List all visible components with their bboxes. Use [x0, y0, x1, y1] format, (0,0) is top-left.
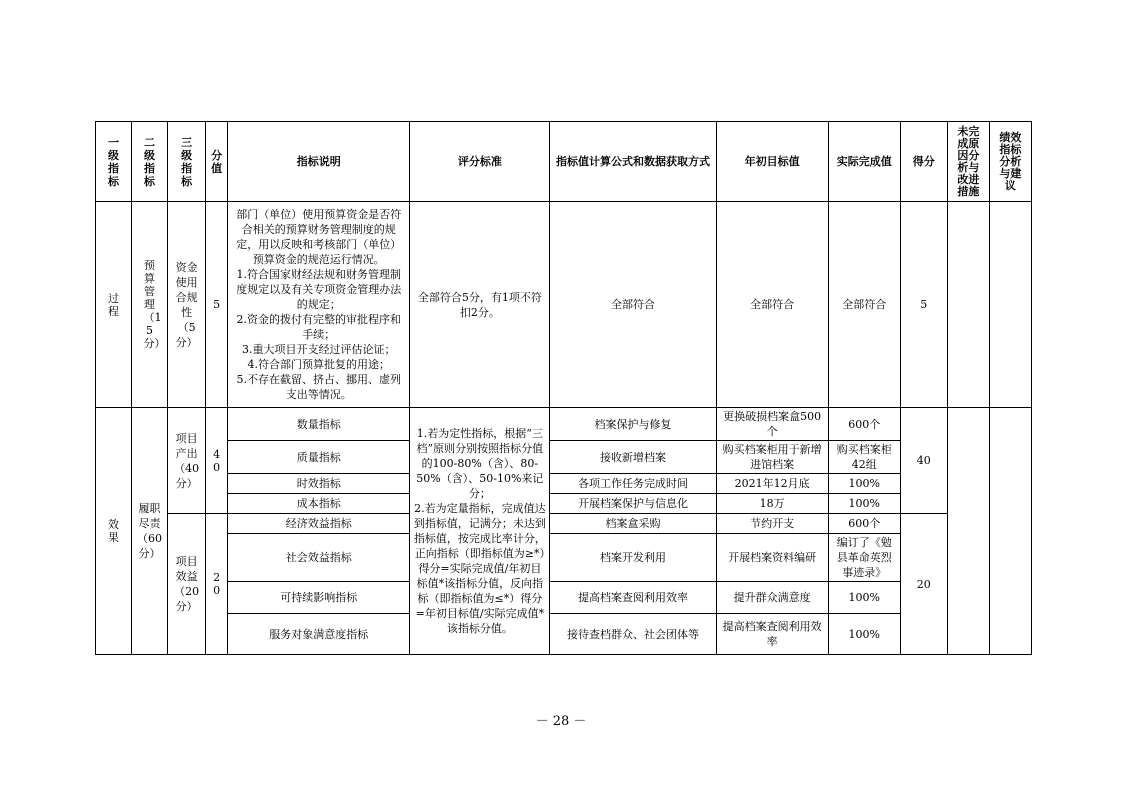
- process-level3: 资金使用合规性（5分）: [168, 202, 206, 408]
- benefit-actual: 600个: [828, 514, 900, 534]
- benefit-score: 20: [900, 514, 947, 655]
- output-target: 购买档案柜用于新增进馆档案: [716, 441, 828, 474]
- header-actual: 实际完成值: [828, 122, 900, 202]
- benefit-formula: 档案盒采购: [550, 514, 716, 534]
- benefit-actual: 编订了《勉县革命英烈事迹录》: [828, 534, 900, 582]
- process-level2: 预算管理（15分）: [132, 202, 168, 408]
- process-description: 部门（单位）使用预算资金是否符合相关的预算财务管理制度的规定，用以反映和考核部门（单位）预算资金的规范运行情况。 1.符合国家财经法规和财务管理制度规定以及有关专项资金管理办法的规定； 2.资金的拨付有完整的审批程序和手续； 3.重大项目开支经过评估论证； 4.符合部门预算批复的用途； 5.不存在截留、挤占、挪用、虚列支出等情况。: [228, 202, 410, 408]
- benefit-name: 经济效益指标: [228, 514, 410, 534]
- header-description: 指标说明: [228, 122, 410, 202]
- process-advice: [989, 202, 1031, 408]
- performance-table: [95, 121, 1032, 655]
- process-target: 全部符合: [716, 202, 828, 408]
- effect-level1: 效果: [96, 408, 132, 655]
- output-formula: 开展档案保护与信息化: [550, 494, 716, 514]
- output-target: 18万: [716, 494, 828, 514]
- table-row: [96, 408, 1032, 441]
- process-level1: 过程: [96, 202, 132, 408]
- benefit-name: 可持续影响指标: [228, 582, 410, 614]
- effect-reason: [947, 408, 989, 655]
- table-row: [96, 614, 1032, 655]
- output-actual: 购买档案柜42组: [828, 441, 900, 474]
- output-name: 数量指标: [228, 408, 410, 441]
- header-advice: 绩效指标分析与建议: [989, 122, 1031, 202]
- process-criteria: 全部符合5分，有1项不符扣2分。: [410, 202, 550, 408]
- table-row: [96, 582, 1032, 614]
- table-row: [96, 514, 1032, 534]
- header-target: 年初目标值: [716, 122, 828, 202]
- table-row: [96, 534, 1032, 582]
- header-level2: 二级指标: [132, 122, 168, 202]
- benefit-actual: 100%: [828, 582, 900, 614]
- process-actual: 全部符合: [828, 202, 900, 408]
- output-formula: 档案保护与修复: [550, 408, 716, 441]
- benefit-target: 开展档案资料编研: [716, 534, 828, 582]
- benefit-value: 20: [206, 514, 228, 655]
- benefit-formula: 档案开发利用: [550, 534, 716, 582]
- header-criteria: 评分标准: [410, 122, 550, 202]
- header-score: 得分: [900, 122, 947, 202]
- output-target: 2021年12月底: [716, 474, 828, 494]
- output-formula: 各项工作任务完成时间: [550, 474, 716, 494]
- output-name: 成本指标: [228, 494, 410, 514]
- benefit-actual: 100%: [828, 614, 900, 655]
- header-score-value: 分值: [206, 122, 228, 202]
- process-score: 5: [900, 202, 947, 408]
- process-formula: 全部符合: [550, 202, 716, 408]
- header-level3: 三级指标: [168, 122, 206, 202]
- output-formula: 接收新增档案: [550, 441, 716, 474]
- output-actual: 100%: [828, 474, 900, 494]
- output-target: 更换破损档案盒500个: [716, 408, 828, 441]
- output-name: 质量指标: [228, 441, 410, 474]
- process-row: [96, 202, 1032, 408]
- benefit-name: 服务对象满意度指标: [228, 614, 410, 655]
- benefit-level3: 项目效益（20分）: [168, 514, 206, 655]
- output-actual: 100%: [828, 494, 900, 514]
- benefit-target: 节约开支: [716, 514, 828, 534]
- benefit-name: 社会效益指标: [228, 534, 410, 582]
- page-number: － 28 －: [535, 714, 587, 729]
- header-level1: 一级指标: [96, 122, 132, 202]
- benefit-formula: 接待查档群众、社会团体等: [550, 614, 716, 655]
- process-reason: [947, 202, 989, 408]
- header-reason: 未完成原因分析与改进措施: [947, 122, 989, 202]
- header-row: [96, 122, 1032, 202]
- benefit-formula: 提高档案查阅利用效率: [550, 582, 716, 614]
- benefit-target: 提升群众满意度: [716, 582, 828, 614]
- table-row: [96, 474, 1032, 494]
- table-row: [96, 494, 1032, 514]
- benefit-target: 提高档案查阅利用效率: [716, 614, 828, 655]
- header-formula: 指标值计算公式和数据获取方式: [550, 122, 716, 202]
- effect-advice: [989, 408, 1031, 655]
- output-value: 40: [206, 408, 228, 514]
- output-level3: 项目产出（40分）: [168, 408, 206, 514]
- effect-level2: 履职尽责（60分）: [132, 408, 168, 655]
- effect-criteria: 1.若为定性指标，根据“三档”原则分别按照指标分值的100-80%（含）、80-50%（含）、50-10%来记分； 2.若为定量指标，完成值达到指标值，记满分；未达到指标值，按完成比率计分，正向指标（即指标值为≥*）得分=实际完成值/年初目标值*该指标分值，反向指标（即指标值为≤*）得分=年初目标值/实际完成值*该指标分值。: [410, 408, 550, 655]
- table-row: [96, 441, 1032, 474]
- output-actual: 600个: [828, 408, 900, 441]
- output-name: 时效指标: [228, 474, 410, 494]
- process-value: 5: [206, 202, 228, 408]
- output-score: 40: [900, 408, 947, 514]
